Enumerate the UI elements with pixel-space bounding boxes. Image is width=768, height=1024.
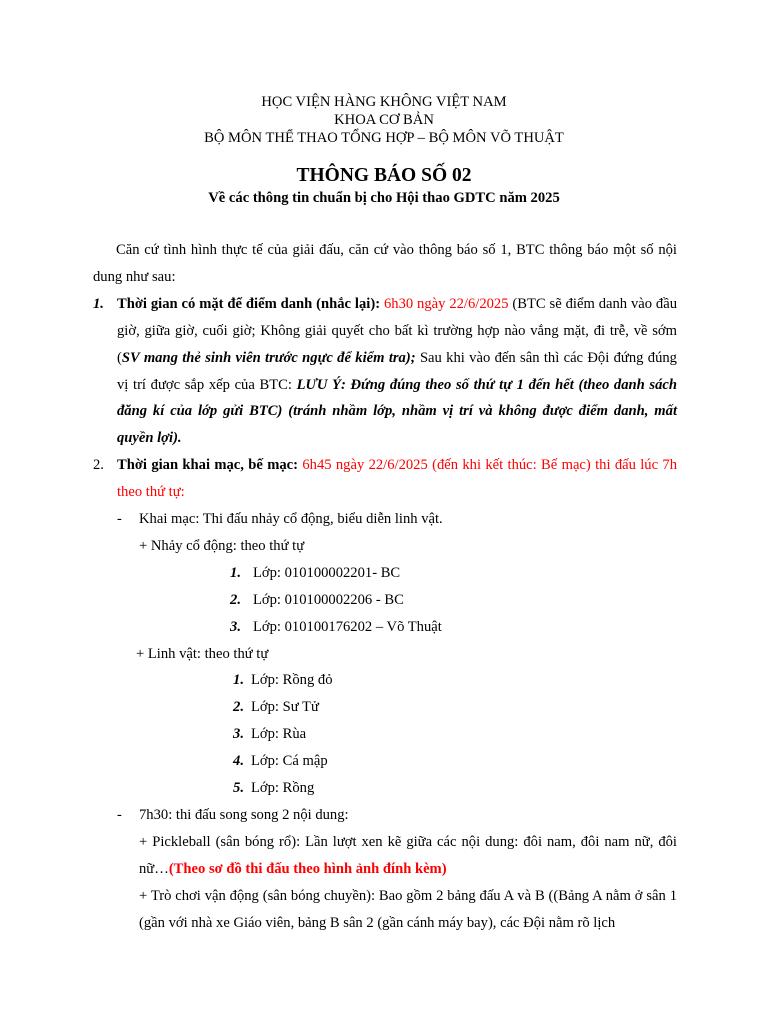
linh-vat-item	[93, 748, 677, 775]
nhay-co-dong-item	[93, 560, 677, 587]
list-number: 5.	[233, 780, 244, 797]
list-text: Lớp: Rồng đỏ	[251, 672, 333, 689]
nhay-co-dong-item	[93, 614, 677, 641]
linh-vat-label: + Linh vật: theo thứ tự	[136, 645, 269, 662]
notice-title: THÔNG BÁO SỐ 02	[296, 165, 472, 186]
header-faculty: KHOA CƠ BẢN	[334, 112, 434, 128]
list-text: Lớp: 010100176202 – Võ Thuật	[253, 618, 442, 635]
schedule-7h30-text: 7h30: thi đấu song song 2 nội dung:	[139, 806, 349, 823]
linh-vat-item	[93, 721, 677, 748]
pickleball-text: + Pickleball (sân bóng rổ): Lần lượt xen kẽ giữa các nội dung: đôi nam, đôi nam nữ, đôi nữ…	[139, 833, 677, 877]
dash-bullet: -	[117, 806, 122, 823]
item-1	[93, 291, 677, 452]
item-2	[93, 452, 677, 506]
list-number: 1.	[233, 672, 244, 689]
item-1-note-sv: SV mang thẻ sinh viên trước ngực để kiểm tra);	[121, 349, 416, 366]
khai-mac-text: Khai mạc: Thi đấu nhảy cổ động, biểu diễn linh vật.	[139, 511, 443, 528]
linh-vat-item	[93, 775, 677, 802]
item-1-time: 6h30 ngày 22/6/2025	[383, 295, 509, 312]
list-text: Lớp: Rồng	[251, 780, 315, 797]
linh-vat-item	[93, 667, 677, 694]
pickleball-note: (Theo sơ đồ thi đấu theo hình ảnh đính kèm)	[168, 860, 447, 877]
item-2-red-text: 6h45 ngày 22/6/2025 (đến khi kết thúc: Bế mạc) thi đấu lúc 7h theo thứ tự:	[117, 457, 678, 501]
list-text: Lớp: Cá mập	[251, 753, 328, 770]
nhay-co-dong-label: + Nhảy cổ động: theo thứ tự	[139, 537, 305, 554]
list-number: 4.	[233, 753, 244, 770]
header-department: BỘ MÔN THỂ THAO TỔNG HỢP – BỘ MÔN VÕ THUẬT	[204, 130, 564, 146]
intro-paragraph: Căn cứ tình hình thực tế của giải đấu, căn cứ vào thông báo số 1, BTC thông báo một số nội dung như sau:	[93, 242, 677, 285]
list-text: Lớp: 010100002201- BC	[253, 564, 401, 581]
tro-choi-row	[93, 883, 677, 937]
list-number: 3.	[230, 618, 241, 635]
item-1-note-luu-y: LƯU Ý: Đứng đúng theo số thứ tự 1 đến hết (theo danh sách đăng kí của lớp gửi BTC) (tránh nhầm lớp, nhầm vị trí và không được điểm danh, mất quyền lợi).	[117, 376, 677, 447]
notice-subtitle: Về các thông tin chuẩn bị cho Hội thao GDTC năm 2025	[208, 190, 560, 206]
header-institution: HỌC VIỆN HÀNG KHÔNG VIỆT NAM	[261, 94, 507, 110]
schedule-7h30-row	[93, 802, 677, 829]
item-1-text-a: (BTC sẽ điểm danh vào đầu giờ, giữa giờ, cuối giờ; Không giải quyết cho bất kì trường hợp nào vắng mặt, đi trễ, về sớm (	[117, 295, 677, 366]
nhay-co-dong-item	[93, 587, 677, 614]
list-number: 1.	[230, 564, 241, 581]
khai-mac-row	[93, 506, 677, 533]
list-number: 3.	[233, 726, 244, 743]
document-body	[93, 237, 677, 936]
item-1-text-b: Sau khi vào đến sân thì các Đội đứng đúng vị trí được sắp xếp của BTC:	[117, 349, 677, 393]
item-2-label: Thời gian khai mạc, bế mạc:	[117, 457, 298, 474]
item-1-label: Thời gian có mặt để điểm danh (nhắc lại):	[117, 295, 381, 312]
list-number: 2.	[230, 591, 241, 608]
list-text: Lớp: 010100002206 - BC	[253, 591, 404, 608]
linh-vat-item	[93, 694, 677, 721]
list-number: 2.	[233, 699, 244, 716]
item-1-number: 1.	[93, 295, 104, 312]
item-2-number: 2.	[93, 457, 104, 474]
dash-bullet: -	[117, 511, 122, 528]
list-text: Lớp: Rùa	[251, 726, 307, 743]
list-text: Lớp: Sư Tử	[251, 699, 319, 716]
tro-choi-text: + Trò chơi vận động (sân bóng chuyền): Bao gồm 2 bảng đấu A và B ((Bảng A nằm ở sân 1 (gần với nhà xe Giáo viên, bảng B sân 2 (gần cánh máy bay), các Đội nằm rõ lịch	[139, 887, 677, 931]
pickleball-row	[93, 829, 677, 883]
